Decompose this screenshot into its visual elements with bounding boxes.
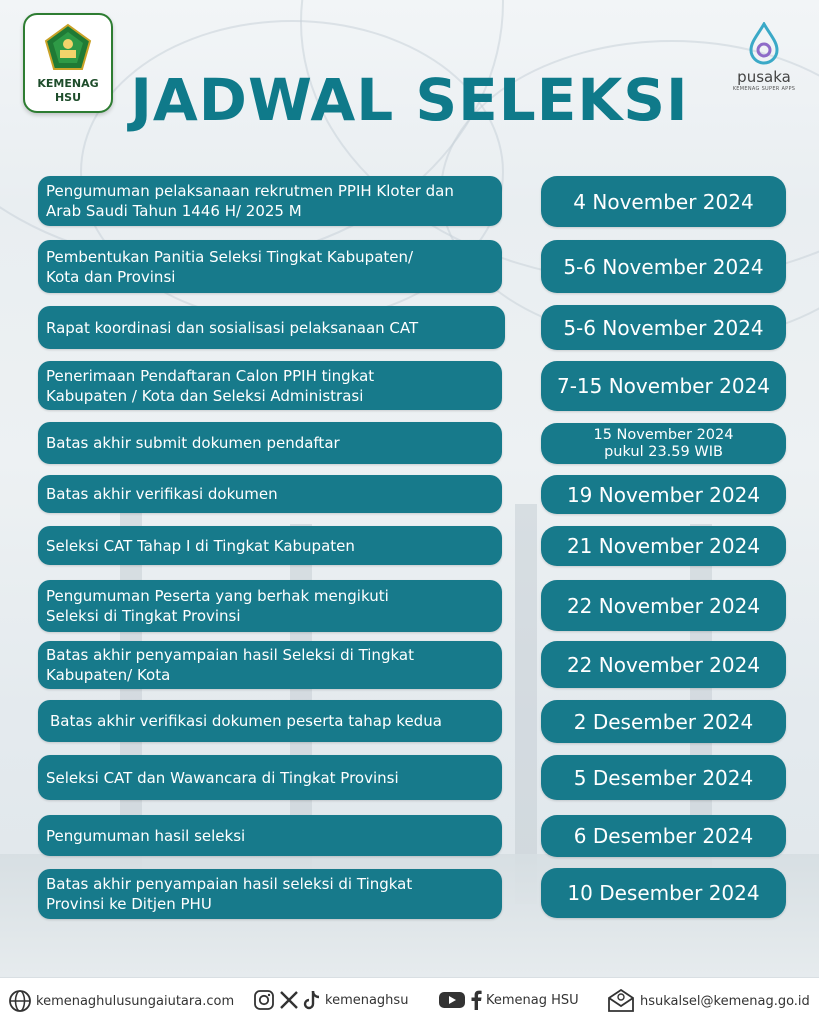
email-text: hsukalsel@kemenag.go.id bbox=[640, 993, 810, 1009]
schedule-event: Batas akhir penyampaian hasil seleksi di Tingkat Provinsi ke Ditjen PHU bbox=[38, 869, 502, 919]
instagram-icon bbox=[253, 989, 275, 1011]
logo-left-line2: HSU bbox=[54, 91, 82, 104]
logo-left-line1: KEMENAG bbox=[37, 77, 99, 90]
schedule-event: Seleksi CAT dan Wawancara di Tingkat Provinsi bbox=[38, 755, 502, 800]
email-icon bbox=[606, 989, 636, 1013]
website-text: kemenaghulusungaiutara.com bbox=[36, 993, 235, 1009]
schedule-event: Batas akhir verifikasi dokumen peserta tahap kedua bbox=[38, 700, 502, 742]
tiktok-icon bbox=[303, 989, 321, 1011]
schedule-date: 22 November 2024 bbox=[541, 641, 786, 688]
schedule-date: 21 November 2024 bbox=[541, 526, 786, 566]
schedule-event: Rapat koordinasi dan sosialisasi pelaksanaan CAT bbox=[38, 306, 505, 349]
page-title: JADWAL SELEKSI bbox=[130, 66, 689, 134]
schedule-event: Pembentukan Panitia Seleksi Tingkat Kabupaten/ Kota dan Provinsi bbox=[38, 240, 502, 293]
schedule-event: Penerimaan Pendaftaran Calon PPIH tingkat Kabupaten / Kota dan Seleksi Administrasi bbox=[38, 361, 502, 410]
youtube-facebook-link[interactable] bbox=[438, 989, 579, 1011]
schedule-event: Pengumuman Peserta yang berhak mengikuti Seleksi di Tingkat Provinsi bbox=[38, 580, 502, 632]
schedule-date: 5 Desember 2024 bbox=[541, 755, 786, 800]
logo-right-name: pusaka bbox=[737, 68, 791, 86]
logo-right-tagline: KEMENAG SUPER APPS bbox=[732, 86, 796, 92]
contact-footer bbox=[0, 977, 819, 1024]
schedule-date: 22 November 2024 bbox=[541, 580, 786, 631]
pusaka-drop-icon bbox=[747, 22, 781, 66]
schedule-event: Batas akhir submit dokumen pendaftar bbox=[38, 422, 502, 464]
x-icon bbox=[279, 989, 299, 1011]
schedule-event: Pengumuman pelaksanaan rekrutmen PPIH Kloter dan Arab Saudi Tahun 1446 H/ 2025 M bbox=[38, 176, 502, 226]
schedule-date: 4 November 2024 bbox=[541, 176, 786, 227]
schedule-date: 2 Desember 2024 bbox=[541, 700, 786, 743]
social-handle-link[interactable] bbox=[253, 989, 408, 1011]
schedule-event: Pengumuman hasil seleksi bbox=[38, 815, 502, 856]
email-link[interactable] bbox=[606, 989, 810, 1013]
schedule-date: 19 November 2024 bbox=[541, 475, 786, 514]
schedule-date: 6 Desember 2024 bbox=[541, 815, 786, 857]
website-link[interactable] bbox=[8, 989, 234, 1013]
schedule-event: Seleksi CAT Tahap I di Tingkat Kabupaten bbox=[38, 526, 502, 565]
schedule-date: 5-6 November 2024 bbox=[541, 305, 786, 350]
youtube-icon bbox=[438, 989, 466, 1011]
schedule-date: 10 Desember 2024 bbox=[541, 868, 786, 918]
social-handle-text: kemenaghsu bbox=[325, 992, 409, 1008]
schedule-event: Batas akhir penyampaian hasil Seleksi di Tingkat Kabupaten/ Kota bbox=[38, 641, 502, 689]
schedule-date: 7-15 November 2024 bbox=[541, 361, 786, 411]
schedule-date: 15 November 2024 pukul 23.59 WIB bbox=[541, 423, 786, 464]
schedule-event: Batas akhir verifikasi dokumen bbox=[38, 475, 502, 513]
youtube-facebook-text: Kemenag HSU bbox=[486, 992, 579, 1008]
schedule-date: 5-6 November 2024 bbox=[541, 240, 786, 293]
facebook-icon bbox=[470, 989, 482, 1011]
pusaka-logo bbox=[728, 22, 800, 104]
globe-icon bbox=[8, 989, 32, 1013]
